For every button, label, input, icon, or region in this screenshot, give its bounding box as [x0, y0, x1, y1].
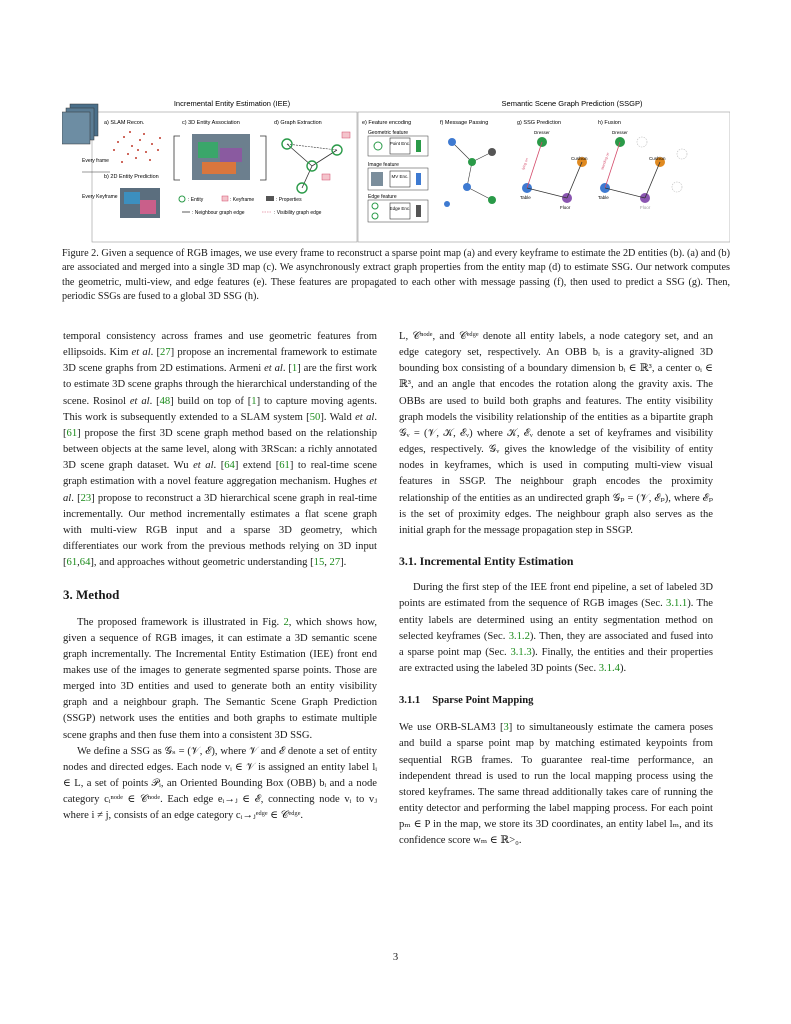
definitions-paragraph: L, 𝒞ⁿᵒᵈᵉ, and 𝒞ᵉᵈᵍᵉ denote all entity labels, a node category set, and an edge category set, respectively. An OBB bᵢ is a gravity-aligned 3D bounding box consisting of a boundary dimension bᵢ ∈ ℝ³, a center oᵢ ∈ ℝ³, and an angle that encodes the rotation along the gravity axis. The OBBs are used to build both graphs and features. The entity visibility graph models the visibility relationship of the entities as a bipartite graph 𝒢ᵥ = (𝒱, 𝒦, ℰᵥ) where 𝒦, ℰᵥ denote a set of keyframes and visibility edges, respectively. 𝒢ᵥ gives the knowledge of the visibility of entity nodes in keyframes, which is used in computing multi-view visual features in SSGP. The neighbour graph encodes the proximity relationship of the entities as an undirected graph 𝒢ₚ = (𝒱, ℰₚ), where ℰₚ is the set of proximity edges. The neighbour graph also serves as the initial graph for the message propagation step in SSGP.	[399, 331, 713, 536]
ssg-cushion: Cushion	[571, 156, 588, 161]
graph-extraction	[282, 132, 350, 193]
section-ref[interactable]: 3.1.4	[598, 662, 620, 674]
panel-h-label: h) Fusion	[598, 120, 621, 126]
citation[interactable]: 27	[329, 557, 341, 569]
citation[interactable]: 15	[313, 557, 325, 569]
point-enc-label: Point Enc.	[389, 141, 411, 146]
figure-2	[62, 92, 730, 244]
ssg-dresser: Dresser	[534, 130, 550, 135]
page-number: 3	[392, 952, 399, 963]
3d-entity-map	[192, 134, 250, 180]
group-title-iee: Incremental Entity Estimation (IEE)	[173, 99, 291, 108]
citation[interactable]: 48	[159, 395, 171, 407]
citation[interactable]: 64	[79, 557, 91, 569]
citation[interactable]: 1	[291, 363, 298, 375]
panel-d-label: d) Graph Extraction	[274, 120, 322, 126]
citation[interactable]: 23	[80, 492, 92, 504]
segmented-keyframe	[120, 188, 160, 218]
method-paragraph-2: We define a SSG as 𝒢ₛ = (𝒱, ℰ), where 𝒱 and ℰ denote a set of entity nodes and directed edges. Each node vᵢ ∈ 𝒱 is assigned an entity label lᵢ ∈ L, a set of points 𝒫ᵢ, an Oriented Bounding Box (OBB) bᵢ and a node category cᵢⁿᵒᵈᵉ ∈ 𝒞ⁿᵒᵈᵉ. Each edge eᵢ→ⱼ ∈ ℰ, connecting node vᵢ to vⱼ where i ≠ j, consists of an edge category cᵢ→ⱼᵉᵈᵍᵉ ∈ 𝒞ᵉᵈᵍᵉ.	[63, 745, 377, 822]
group-title-ssgp: Semantic Scene Graph Prediction (SSGP)	[501, 99, 643, 108]
citation[interactable]: 3	[503, 722, 509, 734]
every-keyframe-label: Every Keyframe	[82, 194, 118, 200]
ssg-fusion	[598, 130, 687, 210]
feature-encoders	[368, 130, 428, 222]
ssg-edge-lying: lying on	[521, 157, 530, 171]
iee-paragraph: During the first step of the IEE front end pipeline, a set of labeled 3D points are estimated from the sequence of RGB images (Sec. 3.1.1). The entity labels are determined using an entity segmentation method on selected keyframes (Sec. 3.1.2). Then, they are associated and fused into a sparse point map (Sec. 3.1.3). Finally, the entities and their properties are extracted using the labeled 3D points (Sec. 3.1.4).	[399, 582, 713, 674]
message-passing-graph	[444, 138, 496, 207]
citation[interactable]: 61	[279, 460, 290, 472]
legend-properties: : Properties	[276, 197, 302, 203]
citation[interactable]: 27	[160, 347, 171, 359]
section-ref[interactable]: 3.1.3	[510, 646, 532, 658]
section-heading-iee: 3.1. Incremental Entity Estimation	[399, 554, 574, 569]
citation[interactable]: 61	[66, 557, 78, 569]
caption-label: Figure 2.	[62, 248, 99, 259]
citation[interactable]: 50	[309, 411, 321, 423]
fusion-dresser: Dresser	[612, 130, 628, 135]
fusion-table: Table	[598, 195, 609, 200]
input-image-stack	[62, 104, 98, 144]
enc-edge-label: Edge feature	[368, 194, 397, 200]
panel-b-label: b) 2D Entity Prediction	[104, 174, 159, 180]
mv-enc-label: MV Enc.	[391, 174, 409, 179]
ssg-prediction	[520, 130, 588, 210]
citation[interactable]: 64	[224, 460, 235, 472]
legend-neighbour-edge: : Neighbour graph edge	[192, 210, 245, 216]
legend	[179, 196, 322, 216]
panel-f-label: f) Message Passing	[440, 120, 489, 126]
edge-enc-label: Edge Enc.	[389, 206, 411, 211]
left-column	[63, 329, 377, 825]
panel-a-label: a) SLAM Recon.	[104, 120, 145, 126]
section-heading-method: 3. Method	[63, 587, 120, 603]
citation[interactable]: 61	[66, 427, 78, 439]
fusion-floor: Floor	[640, 205, 651, 210]
legend-visibility-edge: : Visibility graph edge	[274, 210, 322, 216]
citation[interactable]: 1	[251, 395, 257, 407]
figure-caption	[62, 247, 730, 304]
slam-point-cloud	[110, 130, 166, 168]
related-work-paragraph: temporal consistency across frames and use geometric features from ellipsoids. Kim et al. [27] propose an incremental framework to estimate 3D scene graphs from 2D estimations. Armeni et al. [1] are the first work to estimate 3D scene graphs through the hierarchical understanding of the scene. Rosinol et al. [48] build on top of [1] to capture moving agents. This work is subsequently extended to a SLAM system [50]. Wald et al. [61] propose the first 3D scene graph method based on the relationship between objects at the same level, along with 3RScan: a richly annotated 3D scene graph dataset. Wu et al. [64] extend [61] to real-time scene graph estimation with a novel feature aggregation mechanism. Hughes et al. [23] propose to reconstruct a 3D hierarchical scene graph in real-time incrementally. Our method incrementally estimates a flat scene graph with multi-view RGB input and a sparse 3D geometry, which differentiates our work from the previous methods relying on 3D input [61,64], and approaches without geometric understanding [15, 27].	[63, 331, 378, 569]
legend-keyframe: : Keyframe	[230, 197, 255, 203]
legend-entity: : Entity	[188, 197, 204, 203]
fusion-cushion: Cushion	[649, 156, 666, 161]
ssg-floor: Floor	[560, 205, 571, 210]
right-column	[399, 329, 713, 850]
pipeline-diagram	[62, 92, 730, 244]
panel-g-label: g) SSG Prediction	[517, 120, 562, 126]
enc-image-label: Image feature	[368, 162, 399, 168]
panel-e-label: e) Feature encoding	[362, 120, 412, 126]
every-frame-label: Every frame	[82, 158, 109, 164]
ssg-table: Table	[520, 195, 531, 200]
panel-c-label: c) 3D Entity Association	[182, 120, 240, 126]
section-ref[interactable]: 3.1.1	[666, 598, 688, 610]
enc-geometric-label: Geometric feature	[368, 130, 409, 136]
method-paragraph-1: The proposed framework is illustrated in Fig. 2, which shows how, given a sequence of RGB images, it can estimate a 3D semantic scene graph incrementally. The Incremental Entity Estimation (IEE) front end makes use of the images to generate segmented sparse points. Those are merged into 3D entities and used to generate both an entity visibility graph and a neighbour graph. The Semantic Scene Graph Prediction (SSGP) network uses the entities and both graphs to estimate multiple scene graphs and then fuse them into a consistent 3D SSG.	[63, 616, 377, 741]
subsection-heading-spm: 3.1.1 Sparse Point Mapping	[399, 695, 534, 707]
fusion-edge-standing: standing on	[600, 151, 611, 171]
section-ref[interactable]: 3.1.2	[508, 630, 530, 642]
caption-text: Given a sequence of RGB images, we use every frame to reconstruct a sparse point map (a) and every keyframe to estimate the 2D entities (b). (a) and (b) are associated and merged into a single 3D map (c). We asynchronously extract graph properties from the entity map (d) to estimate SSG. Our network computes the geometric, multi-view, and edge features (e). These features are propagated to each other with message passing (f), then used to predict a SSG (g). Then, periodic SSGs are fused to a global 3D SSG (h).	[62, 248, 730, 302]
figure-ref[interactable]: 2	[283, 616, 289, 628]
spm-paragraph: We use ORB-SLAM3 [3] to simultaneously estimate the camera poses and build a sparse point map by matching estimated keypoints from sequential RGB frames. To guarantee real-time performance, an independent thread is used to run the local mapping process using the stored keyframes. The same thread additionally takes care of running the entity detector and performing the label mapping process. For each point pₘ ∈ P in the map, we store its 3D coordinates, an entity label lₘ, and its confidence score wₘ ∈ ℝ>₀.	[399, 722, 713, 847]
